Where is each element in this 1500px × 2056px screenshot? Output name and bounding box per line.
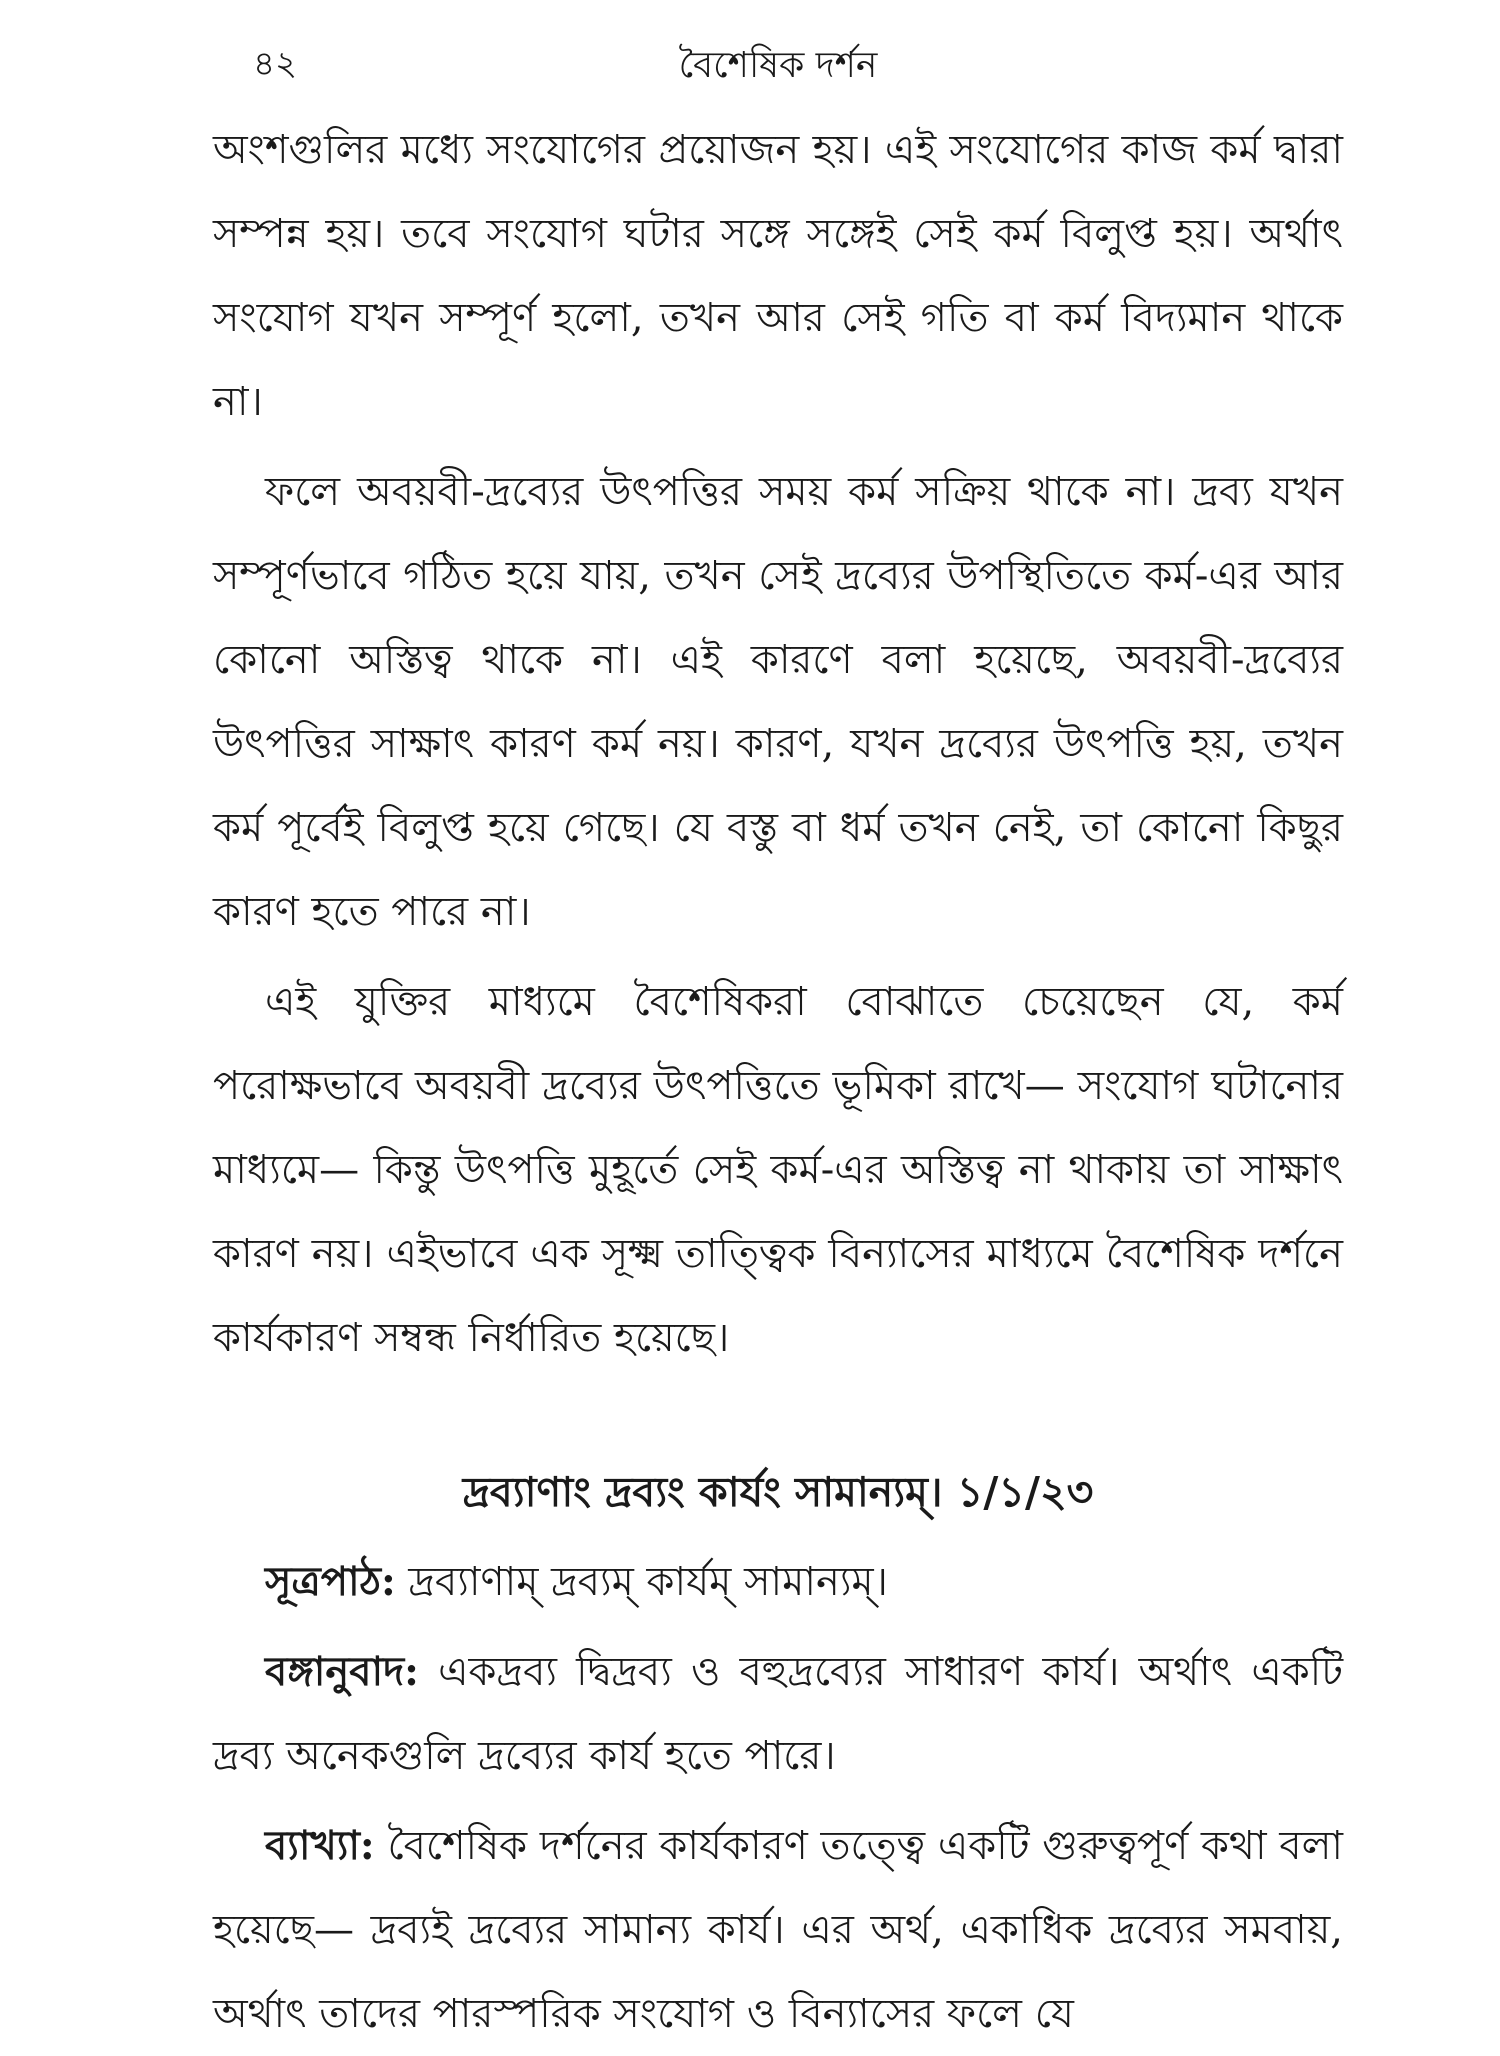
paragraph-1: অংশগুলির মধ্যে সংযোগের প্রয়োজন হয়। এই সংযোগের কাজ কর্ম দ্বারা সম্পন্ন হয়। তবে সংযোগ ঘটার সঙ্গে সঙ্গেই সেই কর্ম বিলুপ্ত হয়। অর্থাৎ সংযোগ যখন সম্পূর্ণ হলো, তখন আর সেই গতি বা কর্ম বিদ্যমান থাকে না। — [213, 127, 1343, 425]
sutra-explanation — [213, 1804, 1343, 2056]
sutra-explanation-text: বৈশেষিক দর্শনের কার্যকারণ তত্ত্বে একটি গুরুত্বপূর্ণ কথা বলা হয়েছে— দ্রব্যই দ্রব্যের সামান্য কার্য। এর অর্থ, একাধিক দ্রব্যের সমবায়, অর্থাৎ তাদের পারস্পরিক সংযোগ ও বিন্যাসের ফলে যে — [213, 1823, 1343, 2037]
page-header — [213, 38, 1343, 98]
sutra-translation-text: একদ্রব্য দ্বিদ্রব্য ও বহুদ্রব্যের সাধারণ কার্য। অর্থাৎ একটি দ্রব্য অনেকগুলি দ্রব্যের কার্য হতে পারে। — [213, 1649, 1343, 1779]
paragraph-3: এই যুক্তির মাধ্যমে বৈশেষিকরা বোঝাতে চেয়েছেন যে, কর্ম পরোক্ষভাবে অবয়বী দ্রব্যের উৎপত্তিতে ভূমিকা রাখে— সংযোগ ঘটানোর মাধ্যমে— কিন্তু উৎপত্তি মুহূর্তে সেই কর্ম-এর অস্তিত্ব না থাকায় তা সাক্ষাৎ কারণ নয়। এইভাবে এক সূক্ষ্ম তাত্ত্বিক বিন্যাসের মাধ্যমে বৈশেষিক দর্শনে কার্যকারণ সম্বন্ধ নির্ধারিত হয়েছে। — [213, 979, 1343, 1361]
sutra-translation-label: বঙ্গানুবাদ: — [265, 1648, 419, 1695]
sutra-heading: দ্রব্যাণাং দ্রব্যং কার্যং সামান্যম্। ১/১/২৩ — [462, 1468, 1094, 1516]
body-text — [213, 108, 1343, 2056]
sutra-explanation-label: ব্যাখ্যা: — [265, 1822, 375, 1869]
page-number: ৪২ — [253, 44, 298, 84]
sutra-path — [213, 1540, 1343, 1624]
sutra-path-label: সূত্রপাঠ: — [265, 1558, 396, 1605]
paragraph-2: ফলে অবয়বী-দ্রব্যের উৎপত্তির সময় কর্ম সক্রিয় থাকে না। দ্রব্য যখন সম্পূর্ণভাবে গঠিত হয়ে যায়, তখন সেই দ্রব্যের উপস্থিতিতে কর্ম-এর আর কোনো অস্তিত্ব থাকে না। এই কারণে বলা হয়েছে, অবয়বী-দ্রব্যের উৎপত্তির সাক্ষাৎ কারণ কর্ম নয়। কারণ, যখন দ্রব্যের উৎপত্তি হয়, তখন কর্ম পূর্বেই বিলুপ্ত হয়ে গেছে। যে বস্তু বা ধর্ম তখন নেই, তা কোনো কিছুর কারণ হতে পারে না। — [213, 469, 1343, 935]
running-title: বৈশেষিক দর্শন — [678, 45, 878, 86]
sutra-path-text: দ্রব্যাণাম্ দ্রব্যম্ কার্যম্ সামান্যম্। — [395, 1559, 888, 1605]
sutra-translation — [213, 1630, 1343, 1798]
